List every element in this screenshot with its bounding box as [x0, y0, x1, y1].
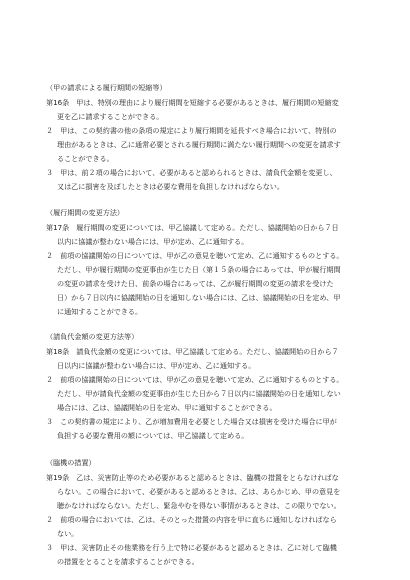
text-line: 日以内に協議が整わない場合には、甲が定め、乙に通知する。 — [57, 361, 256, 370]
text-line: の措置をとることを請求することができる。 — [57, 557, 199, 566]
text-line: ることができる。 — [57, 154, 114, 163]
text-line: ただし、甲が履行期間の変更事由が生じた日（第１５条の場合にあっては、甲が履行期間 — [57, 265, 341, 274]
section-heading: （臨機の措置） — [46, 458, 96, 467]
text-line: 第16条 甲は、特別の理由により履行期間を短縮する必要があるときは、履行期間の短縮変 — [46, 98, 339, 107]
text-line: 日）から７日以内に協議開始の日を通知しない場合には、乙は、協議開始の日を定め、甲 — [57, 293, 341, 302]
text-line: 更を乙に請求することができる。 — [57, 112, 164, 121]
text-line: 第17条 履行期間の変更については、甲乙協議して定める。ただし、協議開始の日から７日 — [46, 223, 339, 232]
text-line: ３ 甲は、災害防止その他業務を行う上で特に必要があると認めるときは、乙に対して臨機 — [46, 543, 337, 552]
text-line: 以内に協議が整わない場合には、甲が定め、乙に通知する。 — [57, 237, 249, 246]
text-line: 場合には、乙は、協議開始の日を定め、甲に通知することができる。 — [57, 403, 277, 412]
text-line: ２ 前項の場合においては、乙は、そのとった措置の内容を甲に直ちに通知しなければなら — [46, 515, 337, 524]
section-heading: （請負代金額の変更方法等） — [46, 332, 139, 341]
text-line: の変更の請求を受けた日、前条の場合にあっては、乙が履行期間の変更の請求を受けた — [57, 279, 334, 288]
text-line: ３ この契約書の規定により、乙が増加費用を必要とした場合又は損害を受けた場合に甲が — [46, 417, 337, 426]
text-line: ２ 前項の協議開始の日については、甲が乙の意見を聴いて定め、乙に通知するものとする。 — [46, 375, 344, 384]
text-line: 負担する必要な費用の額については、甲乙協議して定める。 — [57, 431, 249, 440]
text-line: ただし、甲が請負代金額の変更事由が生じた日から７日以内に協議開始の日を通知しない — [57, 389, 341, 398]
section-heading: （甲の請求による履行期間の短縮等） — [46, 83, 167, 92]
text-line: ３ 甲は、前２項の場合において、必要があると認められるときは、請負代金額を変更し、 — [46, 168, 337, 177]
text-line: 聴かなければならない。ただし、緊急やむを得ない事情があるときは、この限りでない。 — [57, 501, 341, 510]
text-line: 又は乙に損害を及ぼしたときは必要な費用を負担しなければならない。 — [57, 182, 284, 191]
text-line: ない。 — [57, 529, 79, 538]
text-line: 第18条 請負代金額の変更については、甲乙協議して定める。ただし、協議開始の日から７ — [46, 347, 339, 356]
text-line: らない。この場合において、必要があると認めるときは、乙は、あらかじめ、甲の意見を — [57, 487, 341, 496]
text-line: に通知することができる。 — [57, 307, 143, 316]
text-line: 理由があるときは、乙に通常必要とされる履行期間に満たない履行期間への変更を請求す — [57, 140, 341, 149]
section-heading: （履行期間の変更方法） — [46, 208, 125, 217]
text-line: ２ 甲は、この契約書の他の条項の規定により履行期間を延長すべき場合において、特別の — [46, 126, 337, 135]
text-line: 第19条 乙は、災害防止等のため必要があると認めるときは、臨機の措置をとらなければな — [46, 473, 339, 482]
text-line: ２ 前項の協議開始の日については、甲が乙の意見を聴いて定め、乙に通知するものとする。 — [46, 251, 344, 260]
